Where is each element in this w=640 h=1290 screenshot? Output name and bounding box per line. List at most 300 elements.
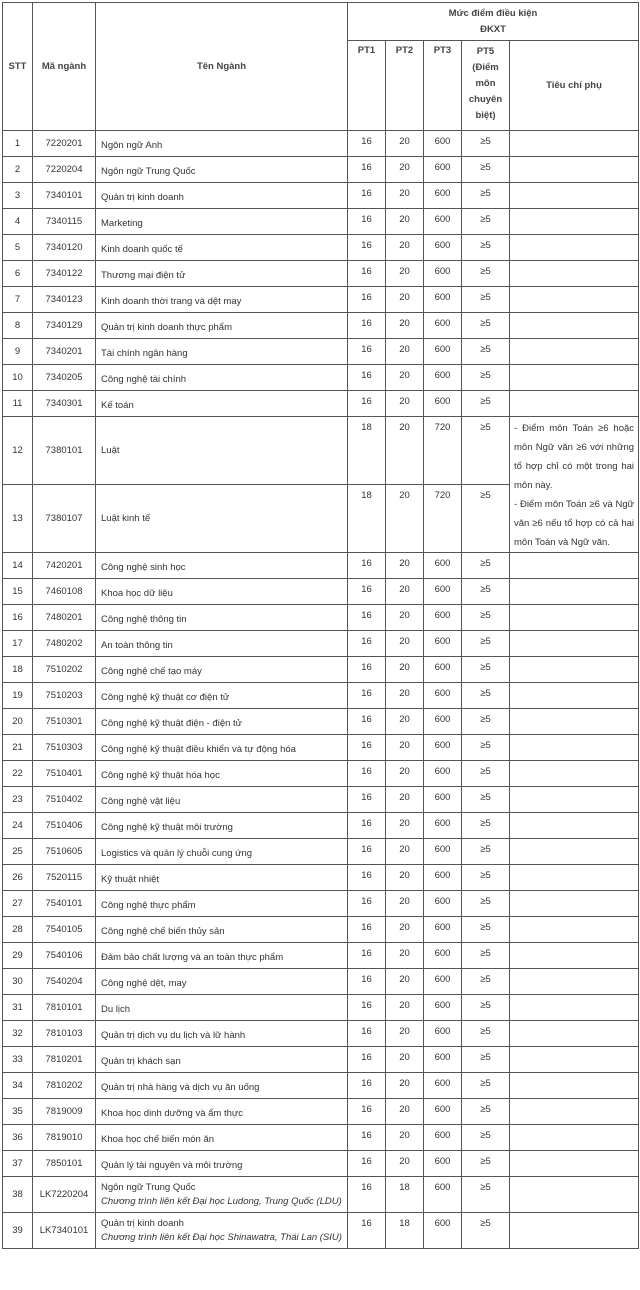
row-code: 7340115 (33, 209, 96, 235)
row-pt5: ≥5 (462, 339, 510, 365)
table-body (3, 131, 639, 1249)
row-pt2: 20 (386, 553, 424, 579)
row-pt2: 20 (386, 287, 424, 313)
row-pt1: 16 (348, 891, 386, 917)
row-name: Quản trị khách sạn (96, 1047, 348, 1073)
admission-table (2, 2, 639, 1249)
row-stt: 17 (3, 631, 33, 657)
row-pt5: ≥5 (462, 657, 510, 683)
row-code: 7810101 (33, 995, 96, 1021)
row-pt3: 600 (424, 1177, 462, 1213)
row-pt5: ≥5 (462, 391, 510, 417)
row-pt3: 600 (424, 1073, 462, 1099)
row-name: Khoa học dữ liệu (96, 579, 348, 605)
row-code: 7380101 (33, 417, 96, 485)
row-code: 7510605 (33, 839, 96, 865)
row-pt2: 20 (386, 365, 424, 391)
row-pt2: 20 (386, 605, 424, 631)
row-pt2: 20 (386, 313, 424, 339)
row-pt1: 18 (348, 417, 386, 485)
row-name-main: Quản trị kinh doanh (101, 1218, 184, 1229)
table-row (3, 417, 639, 485)
table-row (3, 287, 639, 313)
table-row (3, 1021, 639, 1047)
row-name: Kế toán (96, 391, 348, 417)
row-stt: 21 (3, 735, 33, 761)
row-extra (510, 891, 639, 917)
header-pt5-line: chuyên (468, 94, 503, 105)
row-pt1: 16 (348, 657, 386, 683)
row-pt3: 600 (424, 209, 462, 235)
row-pt1: 16 (348, 313, 386, 339)
row-extra (510, 313, 639, 339)
row-code: 7340201 (33, 339, 96, 365)
row-extra (510, 969, 639, 995)
row-pt1: 16 (348, 209, 386, 235)
header-pt2: PT2 (386, 41, 424, 131)
row-pt1: 16 (348, 735, 386, 761)
row-pt5: ≥5 (462, 839, 510, 865)
row-extra (510, 917, 639, 943)
row-pt2: 20 (386, 339, 424, 365)
table-row (3, 943, 639, 969)
row-stt: 39 (3, 1213, 33, 1249)
table-row (3, 891, 639, 917)
row-pt5: ≥5 (462, 605, 510, 631)
row-extra (510, 865, 639, 891)
row-stt: 15 (3, 579, 33, 605)
row-extra (510, 709, 639, 735)
row-stt: 6 (3, 261, 33, 287)
header-code: Mã ngành (33, 3, 96, 131)
row-pt5: ≥5 (462, 813, 510, 839)
header-pt3: PT3 (424, 41, 462, 131)
row-code: LK7220204 (33, 1177, 96, 1213)
row-stt: 29 (3, 943, 33, 969)
row-pt2: 20 (386, 657, 424, 683)
row-stt: 23 (3, 787, 33, 813)
row-pt2: 20 (386, 131, 424, 157)
row-pt3: 600 (424, 943, 462, 969)
row-pt1: 16 (348, 1151, 386, 1177)
row-pt1: 16 (348, 183, 386, 209)
row-extra (510, 631, 639, 657)
table-row (3, 1099, 639, 1125)
row-pt3: 600 (424, 787, 462, 813)
header-row-1 (3, 3, 639, 41)
row-name: Thương mại điện tử (96, 261, 348, 287)
row-code: 7480202 (33, 631, 96, 657)
table-row (3, 313, 639, 339)
row-stt: 33 (3, 1047, 33, 1073)
row-pt2: 20 (386, 1047, 424, 1073)
row-name: Khoa học chế biến món ăn (96, 1125, 348, 1151)
row-pt1: 16 (348, 1099, 386, 1125)
row-stt: 4 (3, 209, 33, 235)
row-name: Ngôn ngữ Trung Quốc (96, 157, 348, 183)
row-extra (510, 683, 639, 709)
row-pt5: ≥5 (462, 631, 510, 657)
row-pt3: 600 (424, 1047, 462, 1073)
row-name: Du lịch (96, 995, 348, 1021)
row-pt1: 16 (348, 1125, 386, 1151)
row-stt: 10 (3, 365, 33, 391)
row-name: Kỹ thuật nhiệt (96, 865, 348, 891)
row-pt1: 16 (348, 131, 386, 157)
row-extra (510, 761, 639, 787)
row-pt3: 600 (424, 995, 462, 1021)
row-stt: 36 (3, 1125, 33, 1151)
header-stt: STT (3, 3, 33, 131)
row-stt: 22 (3, 761, 33, 787)
row-pt3: 600 (424, 579, 462, 605)
row-name: Công nghệ dệt, may (96, 969, 348, 995)
row-pt5: ≥5 (462, 261, 510, 287)
row-code: 7510303 (33, 735, 96, 761)
header-group-line1: Mức điểm điều kiện (448, 7, 538, 19)
table-row (3, 839, 639, 865)
row-pt5: ≥5 (462, 891, 510, 917)
row-pt5: ≥5 (462, 417, 510, 485)
header-extra: Tiêu chí phụ (510, 41, 639, 131)
row-pt5: ≥5 (462, 1125, 510, 1151)
row-stt: 24 (3, 813, 33, 839)
row-pt3: 600 (424, 261, 462, 287)
row-extra (510, 787, 639, 813)
table-row (3, 735, 639, 761)
table-row (3, 1073, 639, 1099)
row-pt5: ≥5 (462, 709, 510, 735)
row-pt3: 720 (424, 485, 462, 553)
row-code: 7819009 (33, 1099, 96, 1125)
row-name: Công nghệ thông tin (96, 605, 348, 631)
row-pt1: 16 (348, 813, 386, 839)
table-row (3, 813, 639, 839)
row-extra (510, 943, 639, 969)
row-extra (510, 1125, 639, 1151)
row-code: 7520115 (33, 865, 96, 891)
row-pt3: 600 (424, 709, 462, 735)
row-stt: 32 (3, 1021, 33, 1047)
row-pt5: ≥5 (462, 761, 510, 787)
row-stt: 26 (3, 865, 33, 891)
row-pt5: ≥5 (462, 865, 510, 891)
row-pt3: 600 (424, 605, 462, 631)
row-pt1: 16 (348, 865, 386, 891)
table-row (3, 235, 639, 261)
row-name: Ngôn ngữ Anh (96, 131, 348, 157)
row-pt2: 20 (386, 709, 424, 735)
row-pt5: ≥5 (462, 235, 510, 261)
row-extra (510, 1151, 639, 1177)
table-row (3, 917, 639, 943)
row-code: 7540106 (33, 943, 96, 969)
row-extra (510, 1073, 639, 1099)
header-group-line2: ĐKXT (480, 23, 506, 35)
table-row (3, 209, 639, 235)
row-name-sub: Chương trình liên kết Đại học Ludong, Trung Quốc (LDU) (101, 1196, 342, 1207)
row-extra (510, 1099, 639, 1125)
row-pt5: ≥5 (462, 365, 510, 391)
row-code: 7220204 (33, 157, 96, 183)
row-pt1: 16 (348, 683, 386, 709)
table-row (3, 579, 639, 605)
table-row (3, 1213, 639, 1249)
row-extra (510, 209, 639, 235)
row-extra (510, 235, 639, 261)
row-code: 7510203 (33, 683, 96, 709)
row-pt5: ≥5 (462, 735, 510, 761)
row-pt1: 16 (348, 553, 386, 579)
row-extra (510, 1047, 639, 1073)
row-pt3: 600 (424, 1151, 462, 1177)
table-row (3, 995, 639, 1021)
row-name: Quản trị kinh doanh thực phẩm (96, 313, 348, 339)
row-name: Công nghệ kỹ thuật cơ điện tử (96, 683, 348, 709)
row-pt2: 20 (386, 787, 424, 813)
row-pt5: ≥5 (462, 787, 510, 813)
row-name: Logistics và quản lý chuỗi cung ứng (96, 839, 348, 865)
row-pt3: 600 (424, 287, 462, 313)
row-pt2: 20 (386, 917, 424, 943)
row-extra (510, 839, 639, 865)
row-code: 7340101 (33, 183, 96, 209)
row-pt5: ≥5 (462, 1047, 510, 1073)
row-stt: 35 (3, 1099, 33, 1125)
row-pt1: 16 (348, 605, 386, 631)
row-pt2: 20 (386, 261, 424, 287)
row-name: Công nghệ vật liệu (96, 787, 348, 813)
table-row (3, 339, 639, 365)
row-name-sub: Chương trình liên kết Đại học Shinawatra, Thái Lan (SIU) (101, 1232, 342, 1243)
row-pt3: 600 (424, 365, 462, 391)
row-pt2: 20 (386, 209, 424, 235)
row-pt1: 16 (348, 287, 386, 313)
row-pt3: 720 (424, 417, 462, 485)
row-code: 7540204 (33, 969, 96, 995)
row-pt2: 20 (386, 813, 424, 839)
row-pt1: 16 (348, 261, 386, 287)
row-code: 7380107 (33, 485, 96, 553)
table-row (3, 683, 639, 709)
row-pt2: 20 (386, 485, 424, 553)
row-code: 7510301 (33, 709, 96, 735)
row-pt1: 16 (348, 1021, 386, 1047)
row-code: LK7340101 (33, 1213, 96, 1249)
row-code: 7340205 (33, 365, 96, 391)
row-extra-note (510, 417, 639, 553)
row-pt2: 20 (386, 683, 424, 709)
row-extra (510, 995, 639, 1021)
row-pt3: 600 (424, 761, 462, 787)
row-pt3: 600 (424, 735, 462, 761)
row-pt3: 600 (424, 683, 462, 709)
row-name: Công nghệ sinh học (96, 553, 348, 579)
row-name: Công nghệ thực phẩm (96, 891, 348, 917)
row-pt1: 16 (348, 157, 386, 183)
row-code: 7850101 (33, 1151, 96, 1177)
row-pt2: 18 (386, 1213, 424, 1249)
row-pt2: 18 (386, 1177, 424, 1213)
row-code: 7220201 (33, 131, 96, 157)
row-pt5: ≥5 (462, 943, 510, 969)
row-extra (510, 157, 639, 183)
row-pt2: 20 (386, 1073, 424, 1099)
row-pt1: 16 (348, 235, 386, 261)
row-pt2: 20 (386, 1021, 424, 1047)
row-pt2: 20 (386, 735, 424, 761)
row-pt5: ≥5 (462, 579, 510, 605)
row-code: 7340120 (33, 235, 96, 261)
row-pt3: 600 (424, 157, 462, 183)
row-pt3: 600 (424, 917, 462, 943)
row-pt3: 600 (424, 1021, 462, 1047)
row-stt: 18 (3, 657, 33, 683)
row-code: 7460108 (33, 579, 96, 605)
row-stt: 30 (3, 969, 33, 995)
row-pt5: ≥5 (462, 683, 510, 709)
row-code: 7810202 (33, 1073, 96, 1099)
row-pt3: 600 (424, 313, 462, 339)
row-extra (510, 579, 639, 605)
header-pt5-line: (Điểm (472, 62, 499, 73)
row-pt3: 600 (424, 891, 462, 917)
row-pt5: ≥5 (462, 995, 510, 1021)
row-stt: 14 (3, 553, 33, 579)
row-name: Công nghệ kỹ thuật điều khiển và tự động hóa (96, 735, 348, 761)
row-pt5: ≥5 (462, 183, 510, 209)
row-pt1: 16 (348, 339, 386, 365)
header-pt5-line: PT5 (476, 46, 495, 57)
row-pt2: 20 (386, 1151, 424, 1177)
row-pt2: 20 (386, 417, 424, 485)
table-row (3, 131, 639, 157)
header-pt5-line: môn (475, 78, 496, 89)
row-pt2: 20 (386, 761, 424, 787)
row-extra (510, 735, 639, 761)
row-pt3: 600 (424, 969, 462, 995)
table-row (3, 1125, 639, 1151)
row-stt: 7 (3, 287, 33, 313)
row-pt3: 600 (424, 391, 462, 417)
row-pt2: 20 (386, 157, 424, 183)
table-row (3, 1047, 639, 1073)
row-extra (510, 813, 639, 839)
row-pt2: 20 (386, 235, 424, 261)
row-name: Quản trị kinh doanh (96, 183, 348, 209)
row-name: Quản lý tài nguyên và môi trường (96, 1151, 348, 1177)
row-name: Công nghệ kỹ thuật hóa học (96, 761, 348, 787)
row-pt3: 600 (424, 183, 462, 209)
row-extra (510, 1213, 639, 1249)
table-row (3, 391, 639, 417)
row-code: 7510402 (33, 787, 96, 813)
row-code: 7510406 (33, 813, 96, 839)
row-code: 7340122 (33, 261, 96, 287)
header-pt5-line: biệt) (475, 110, 496, 121)
row-code: 7340301 (33, 391, 96, 417)
row-pt1: 16 (348, 943, 386, 969)
row-stt: 11 (3, 391, 33, 417)
row-name: Tài chính ngân hàng (96, 339, 348, 365)
row-pt2: 20 (386, 995, 424, 1021)
row-pt1: 16 (348, 709, 386, 735)
row-code: 7810103 (33, 1021, 96, 1047)
row-pt1: 16 (348, 579, 386, 605)
row-extra (510, 365, 639, 391)
row-pt5: ≥5 (462, 485, 510, 553)
row-pt1: 16 (348, 917, 386, 943)
row-extra (510, 183, 639, 209)
row-pt5: ≥5 (462, 553, 510, 579)
row-name: Luật kinh tế (96, 485, 348, 553)
row-name: Quản trị dịch vụ du lịch và lữ hành (96, 1021, 348, 1047)
row-pt2: 20 (386, 969, 424, 995)
row-stt: 37 (3, 1151, 33, 1177)
row-pt5: ≥5 (462, 917, 510, 943)
row-pt3: 600 (424, 1213, 462, 1249)
row-pt5: ≥5 (462, 1177, 510, 1213)
table-row (3, 1151, 639, 1177)
row-pt2: 20 (386, 1125, 424, 1151)
row-name: Kinh doanh thời trang và dệt may (96, 287, 348, 313)
row-stt: 16 (3, 605, 33, 631)
row-stt: 28 (3, 917, 33, 943)
row-code: 7480201 (33, 605, 96, 631)
row-pt5: ≥5 (462, 1073, 510, 1099)
row-pt1: 18 (348, 485, 386, 553)
row-extra (510, 605, 639, 631)
row-stt: 1 (3, 131, 33, 157)
row-name: Quản trị nhà hàng và dịch vụ ăn uống (96, 1073, 348, 1099)
row-pt5: ≥5 (462, 209, 510, 235)
row-name: Công nghệ tài chính (96, 365, 348, 391)
row-name: Công nghệ kỹ thuật môi trường (96, 813, 348, 839)
header-name: Tên Ngành (96, 3, 348, 131)
row-stt: 27 (3, 891, 33, 917)
row-code: 7420201 (33, 553, 96, 579)
row-pt1: 16 (348, 761, 386, 787)
row-pt1: 16 (348, 969, 386, 995)
row-pt1: 16 (348, 391, 386, 417)
row-name (96, 1213, 348, 1249)
row-name: Kinh doanh quốc tế (96, 235, 348, 261)
row-extra (510, 391, 639, 417)
row-name: Công nghệ chế biến thủy sản (96, 917, 348, 943)
row-pt3: 600 (424, 813, 462, 839)
table-row (3, 969, 639, 995)
row-stt: 8 (3, 313, 33, 339)
table-row (3, 657, 639, 683)
row-pt3: 600 (424, 553, 462, 579)
row-pt1: 16 (348, 1177, 386, 1213)
row-extra (510, 287, 639, 313)
row-pt1: 16 (348, 1047, 386, 1073)
row-name: Công nghệ kỹ thuật điện - điện tử (96, 709, 348, 735)
row-pt3: 600 (424, 339, 462, 365)
table-row (3, 1177, 639, 1213)
row-extra (510, 339, 639, 365)
row-pt2: 20 (386, 183, 424, 209)
row-stt: 2 (3, 157, 33, 183)
table-row (3, 553, 639, 579)
header-pt5 (462, 41, 510, 131)
row-pt1: 16 (348, 1213, 386, 1249)
row-pt2: 20 (386, 943, 424, 969)
row-name: Luật (96, 417, 348, 485)
row-extra (510, 553, 639, 579)
row-pt3: 600 (424, 235, 462, 261)
